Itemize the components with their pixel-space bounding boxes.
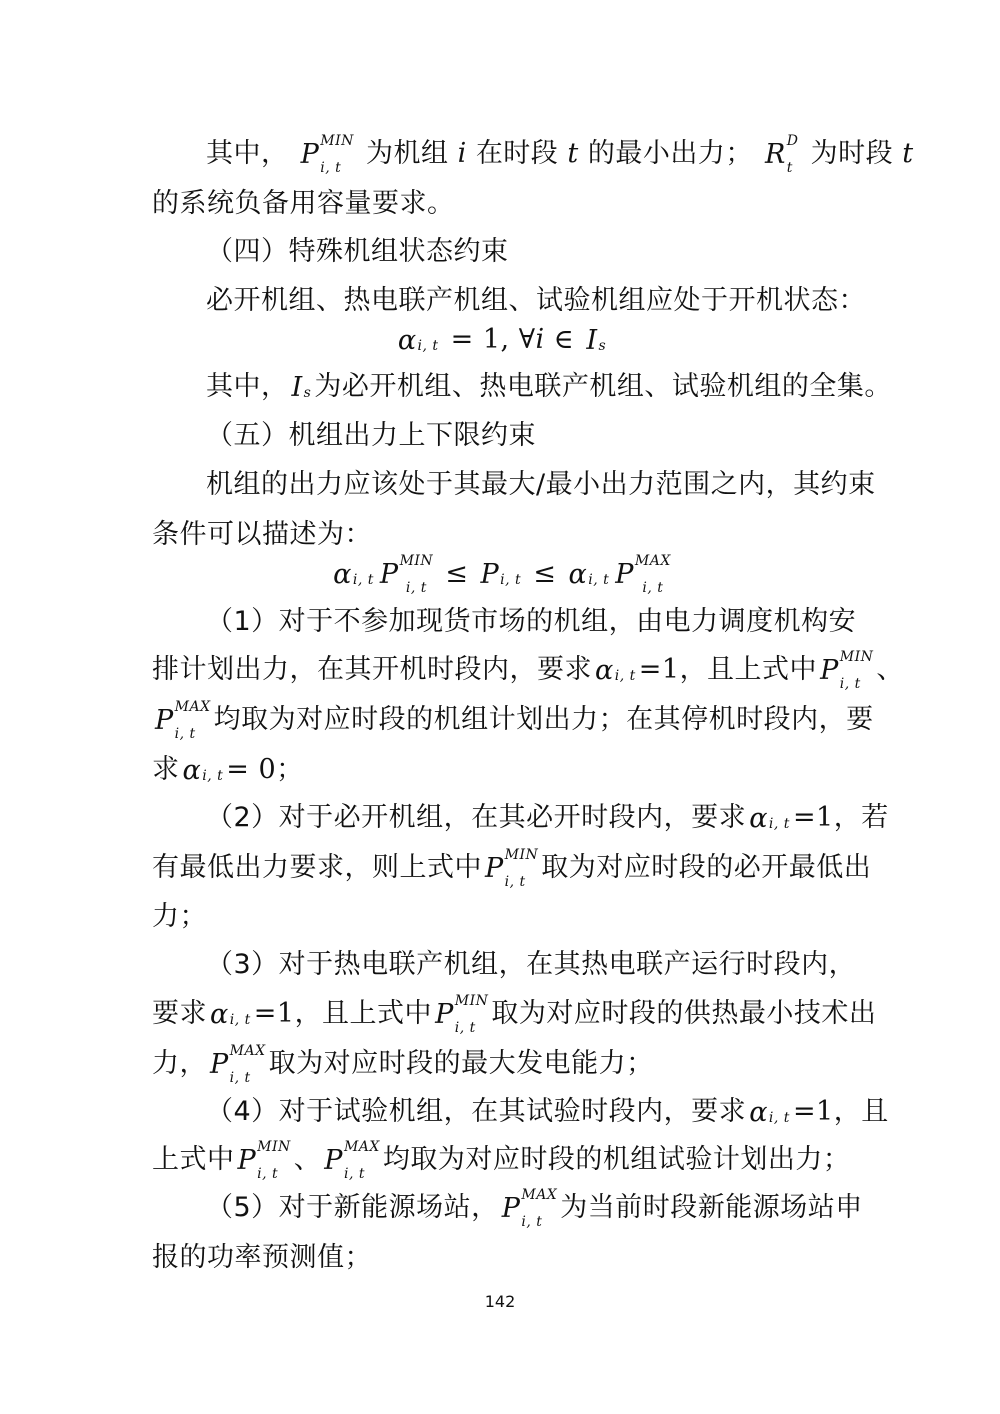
paragraph-line: P MAX i, t 均取为对应时段的机组计划出力；在其停机时段内，要 (155, 698, 874, 742)
section-heading: （五）机组出力上下限约束 (206, 420, 536, 451)
paragraph-line: 力， P MAX i, t 取为对应时段的最大发电能力； (152, 1042, 654, 1086)
math-symbol: P MIN i, t (300, 132, 354, 176)
equation: α i, t P MIN i, t ≤ P i, t ≤ α i, t P MAX i, t (333, 552, 671, 596)
equation: α i, t = 1, ∀i ∈ I s (397, 324, 607, 356)
paragraph-line: 上式中 P MIN i, t 、 P MAX i, t 均取为对应时段的机组试验计划出力； (152, 1138, 851, 1182)
paragraph-line: （2）对于必开机组，在其必开时段内，要求 α i, t =1，若 (206, 802, 889, 834)
page-number: 142 (484, 1292, 516, 1311)
paragraph-line: 有最低出力要求，则上式中 P MIN i, t 取为对应时段的必开最低出 (152, 846, 872, 890)
paragraph-line: 其中， P MIN i, t 为机组 i 在时段 t 的最小出力； R D t 为时段 t (206, 132, 914, 176)
paragraph-line: 力； (152, 901, 207, 932)
paragraph-line: 的系统负备用容量要求。 (152, 188, 455, 219)
paragraph-line: （3）对于热电联产机组，在其热电联产运行时段内， (206, 949, 857, 980)
paragraph-line: 求 α i, t = 0； (152, 754, 304, 786)
paragraph-line: 其中， I s 为必开机组、热电联产机组、试验机组的全集。 (206, 371, 892, 403)
paragraph-line: 要求 α i, t =1，且上式中 P MIN i, t 取为对应时段的供热最小技术出 (152, 992, 877, 1036)
paragraph-line: （5）对于新能源场站， P MAX i, t 为当前时段新能源场站申 (206, 1186, 863, 1230)
paragraph-line: 机组的出力应该处于其最大/最小出力范围之内，其约束 (206, 469, 876, 500)
paragraph-line: 条件可以描述为： (152, 519, 372, 550)
paragraph-line: （1）对于不参加现货市场的机组，由电力调度机构安 (206, 606, 857, 637)
paragraph-line: 报的功率预测值； (152, 1242, 372, 1273)
math-symbol: R D t (764, 132, 799, 176)
paragraph-line: 排计划出力，在其开机时段内，要求 α i, t =1，且上式中 P MIN i, t 、 (152, 648, 904, 692)
section-heading: （四）特殊机组状态约束 (206, 236, 509, 267)
paragraph-line: 必开机组、热电联产机组、试验机组应处于开机状态： (206, 285, 866, 316)
paragraph-line: （4）对于试验机组，在其试验时段内，要求 α i, t =1，且 (206, 1096, 889, 1128)
